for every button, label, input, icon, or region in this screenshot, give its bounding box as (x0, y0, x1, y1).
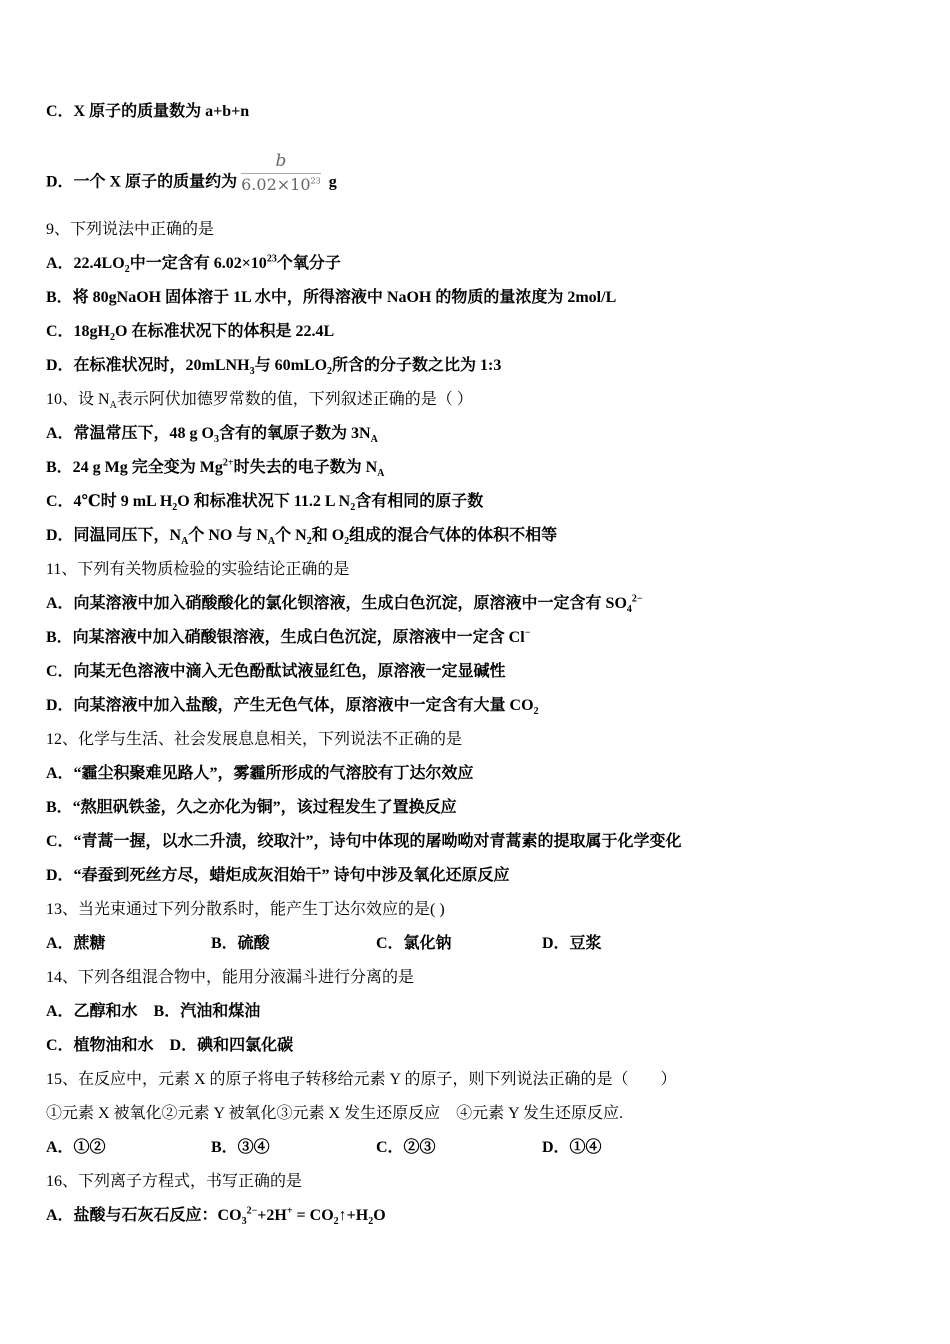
choice-option: A．①② (46, 1139, 106, 1156)
line-text: 12、化学与生活、社会发展息息相关，下列说法不正确的是 (46, 731, 463, 748)
line-text: O (373, 1207, 386, 1224)
line-text: 9、下列说法中正确的是 (46, 221, 215, 238)
line-text: A．向某溶液中加入硝酸酸化的氯化钡溶液，生成白色沉淀，原溶液中一定含有 SO (46, 595, 627, 612)
line-text: C．4℃时 9 mL H (46, 493, 173, 510)
subscript: A (181, 536, 189, 548)
question-stem (46, 390, 682, 424)
line-text: 16、下列离子方程式，书写正确的是 (46, 1173, 303, 1190)
superscript: − (524, 627, 531, 639)
question-stem (46, 1172, 682, 1206)
choice-option: B．硫酸 (211, 935, 270, 952)
option-text: C．X 原子的质量数为 a+b+n (46, 103, 250, 120)
line-text: C．18gH (46, 323, 111, 340)
line-text: A．常温常压下，48 g O (46, 425, 215, 442)
answer-option (46, 1002, 682, 1036)
choice-option: A．蔗糖 (46, 935, 106, 952)
question-stem (46, 560, 682, 594)
line-text: B．24 g Mg 完全变为 Mg (46, 459, 223, 476)
line-text: D．向某溶液中加入盐酸，产生无色气体，原溶液中一定含有大量 CO (46, 697, 534, 714)
line-text: 含有相同的原子数 (355, 493, 484, 510)
line-text: D．“春蚕到死丝方尽，蜡炬成灰泪始干” 诗句中涉及氧化还原反应 (46, 867, 510, 884)
answer-option (46, 1206, 682, 1240)
subscript: 2 (124, 264, 130, 276)
line-text: ①元素 X 被氧化②元素 Y 被氧化③元素 X 发生还原反应 ④元素 Y 发生还原反应. (46, 1105, 624, 1122)
subscript: 2 (333, 1216, 339, 1228)
subscript: 2 (344, 536, 350, 548)
line-text: A．22.4LO (46, 255, 125, 272)
subscript: 3 (241, 1216, 247, 1228)
choice-option: D．豆浆 (542, 935, 602, 952)
subscript: 3 (214, 434, 220, 446)
answer-option (46, 1138, 682, 1172)
fraction (241, 151, 321, 195)
line-text: 个 NO 与 N (188, 527, 268, 544)
question-list (46, 220, 682, 1240)
answer-option (46, 594, 682, 628)
subscript: A (377, 468, 385, 480)
choice-option: D．①④ (542, 1139, 602, 1156)
answer-option (46, 526, 682, 560)
answer-option (46, 1036, 682, 1070)
line-text: 13、当光束通过下列分散系时，能产生丁达尔效应的是( ) (46, 901, 445, 918)
answer-option (46, 458, 682, 492)
line-text: 表示阿伏加德罗常数的值，下列叙述正确的是（ ） (116, 391, 473, 408)
subscript: 2 (172, 502, 178, 514)
line-text: A．盐酸与石灰石反应：CO (46, 1207, 242, 1224)
subscript: A (109, 400, 117, 412)
line-text: C．“青蒿一握，以水二升渍，绞取汁”，诗句中体现的屠呦呦对青蒿素的提取属于化学变化 (46, 833, 682, 850)
subscript: 2 (306, 536, 312, 548)
line-text: O 和标准状况下 11.2 L N (177, 493, 351, 510)
superscript: 2+ (222, 457, 234, 469)
line-text: 和 O (311, 527, 345, 544)
line-text: ↑+H (338, 1207, 369, 1224)
question-stem (46, 968, 682, 1002)
question-stem (46, 900, 682, 934)
denominator-base: 6.02×10 (241, 175, 311, 194)
choice-option: C．氯化钠 (376, 935, 452, 952)
question-stem (46, 1104, 682, 1138)
question-stem (46, 1070, 682, 1104)
line-text: C．植物油和水 D．碘和四氯化碳 (46, 1037, 294, 1054)
answer-option (46, 934, 682, 968)
subscript: A (370, 434, 378, 446)
answer-option (46, 832, 682, 866)
fraction-numerator: b (241, 151, 321, 174)
superscript: + (286, 1205, 293, 1217)
line-text: = CO (292, 1207, 334, 1224)
subscript: 2 (110, 332, 116, 344)
answer-option (46, 356, 682, 390)
line-text: D．同温同压下，N (46, 527, 182, 544)
unit: g (328, 173, 337, 191)
choice-option: B．③④ (211, 1139, 270, 1156)
line-text: +2H (257, 1207, 287, 1224)
line-text: 所含的分子数之比为 1:3 (332, 357, 502, 374)
subscript: A (267, 536, 276, 548)
line-text: B．将 80gNaOH 固体溶于 1L 水中，所得溶液中 NaOH 的物质的量浓度为 2mol/L (46, 289, 617, 306)
option-c-mass-number (46, 102, 249, 122)
subscript: 2 (368, 1216, 374, 1228)
fraction-denominator (241, 174, 321, 195)
line-text: B．向某溶液中加入硝酸银溶液，生成白色沉淀，原溶液中一定含 Cl (46, 629, 525, 646)
line-text: 10、设 N (46, 391, 110, 408)
question-stem (46, 220, 682, 254)
question-stem (46, 730, 682, 764)
subscript: 2 (327, 366, 333, 378)
line-text: 14、下列各组混合物中，能用分液漏斗进行分离的是 (46, 969, 415, 986)
line-text: O 在标准状况下的体积是 22.4L (115, 323, 335, 340)
subscript: 2 (533, 706, 539, 718)
line-text: 个氧分子 (276, 255, 341, 272)
line-text: A．乙醇和水 B．汽油和煤油 (46, 1003, 261, 1020)
line-text: 与 60mLO (254, 357, 328, 374)
answer-option (46, 254, 682, 288)
answer-option (46, 322, 682, 356)
line-text: 中一定含有 6.02×10 (129, 255, 267, 272)
line-text: 时失去的电子数为 N (233, 459, 378, 476)
subscript: 3 (249, 366, 255, 378)
answer-option (46, 288, 682, 322)
superscript: 23 (266, 253, 277, 265)
subscript: 4 (626, 604, 632, 616)
subscript: 2 (350, 502, 356, 514)
answer-option (46, 798, 682, 832)
line-text: B．“熬胆矾铁釜，久之亦化为铜”，该过程发生了置换反应 (46, 799, 457, 816)
line-text: 组成的混合气体的体积不相等 (349, 527, 558, 544)
denominator-exponent: 23 (310, 176, 321, 186)
line-text: 11、下列有关物质检验的实验结论正确的是 (46, 561, 350, 578)
answer-option (46, 628, 682, 662)
line-text: 15、在反应中，元素 X 的原子将电子转移给元素 Y 的原子，则下列说法正确的是（ ） (46, 1071, 677, 1088)
superscript: 2− (631, 593, 643, 605)
answer-option (46, 424, 682, 458)
option-d-atom-mass (46, 151, 337, 205)
line-text: 个 N (275, 527, 307, 544)
answer-option (46, 764, 682, 798)
line-text: A．“霾尘积聚难见路人”，雾霾所形成的气溶胶有丁达尔效应 (46, 765, 474, 782)
answer-option (46, 662, 682, 696)
line-text: D．在标准状况时，20mLNH (46, 357, 250, 374)
line-text: 含有的氧原子数为 3N (219, 425, 371, 442)
answer-option (46, 866, 682, 900)
choice-option: C．②③ (376, 1139, 436, 1156)
line-text: C．向某无色溶液中滴入无色酚酞试液显红色，原溶液一定显碱性 (46, 663, 506, 680)
answer-option (46, 696, 682, 730)
option-text: D．一个 X 原子的质量约为 (46, 173, 238, 191)
answer-option (46, 492, 682, 526)
superscript: 2− (246, 1205, 258, 1217)
